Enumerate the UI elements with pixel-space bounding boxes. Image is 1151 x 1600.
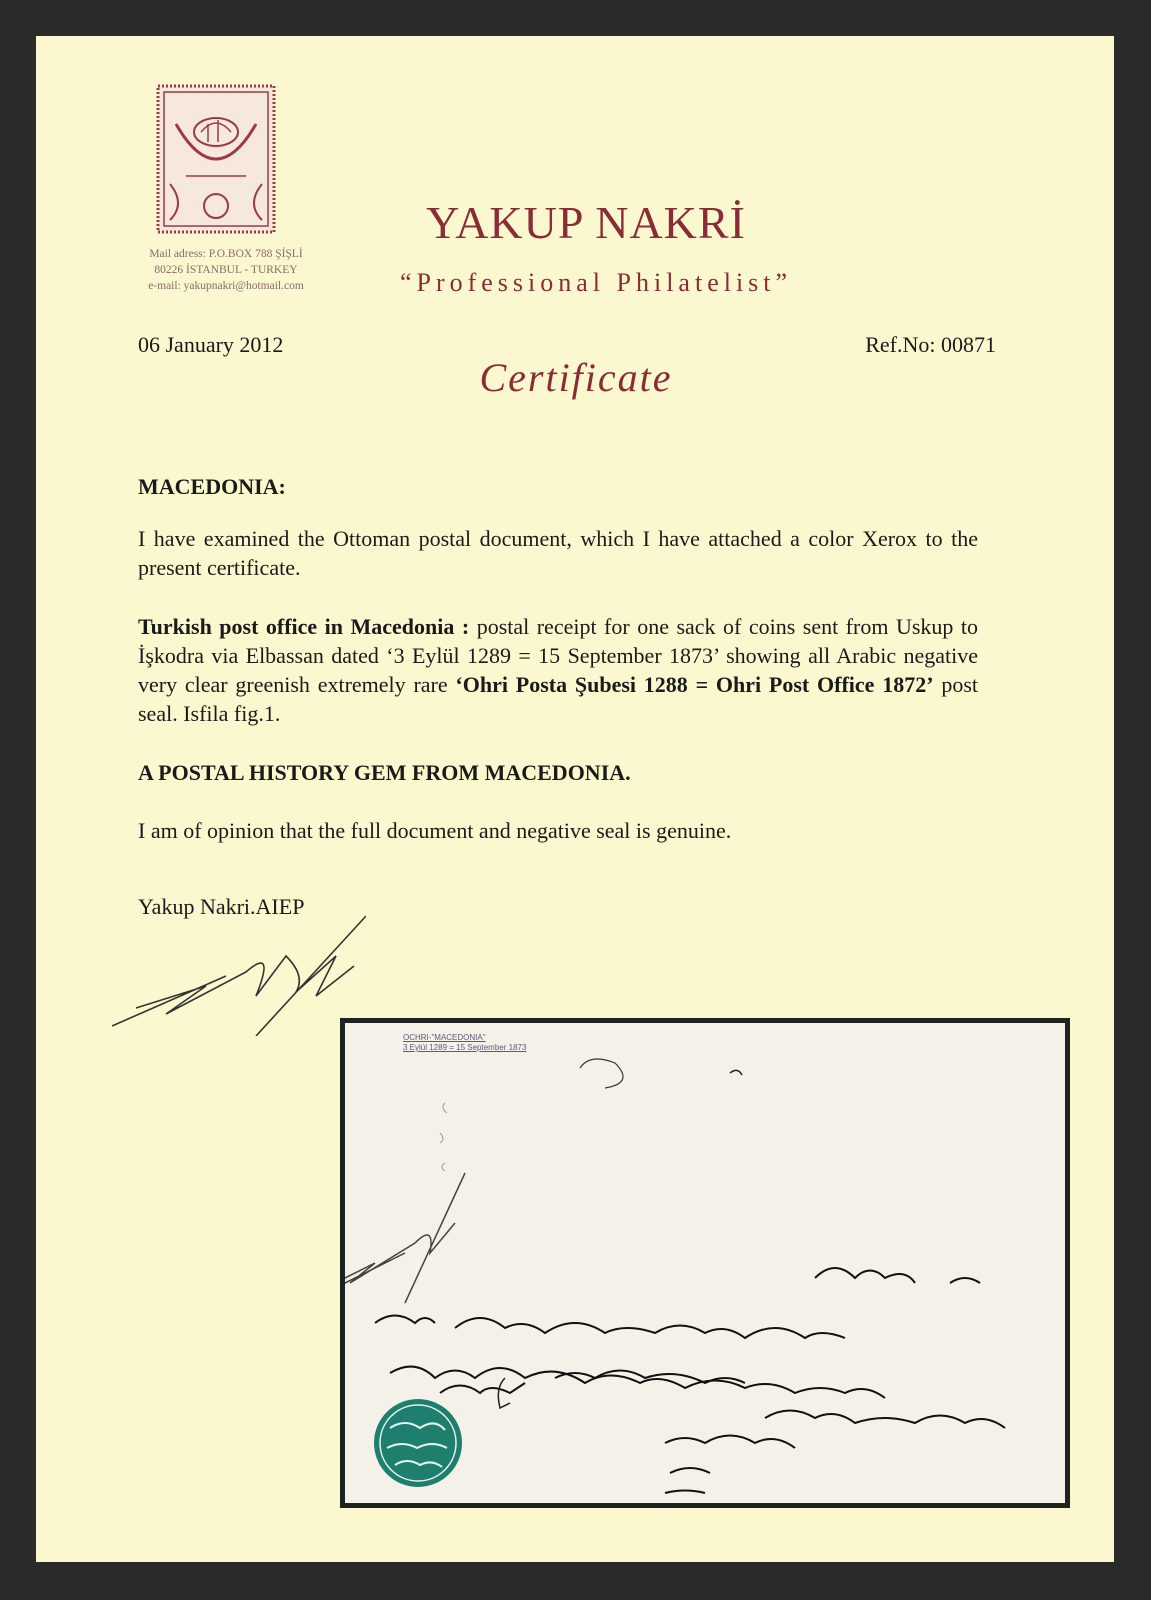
description-bold-1: Turkish post office in Macedonia : [138, 614, 470, 639]
reference-number: Ref.No: 00871 [865, 332, 996, 357]
description-text-2: post seal. Isfila fig.1. [138, 672, 978, 726]
opinion-paragraph: I am of opinion that the full document and negative seal is genuine. [138, 818, 732, 843]
mail-address [116, 246, 336, 294]
attached-document-image [340, 1018, 1070, 1508]
certificate-title: Certificate [479, 355, 673, 400]
signatory-name: Yakup Nakri.AIEP [138, 894, 305, 919]
document-handwriting [345, 1023, 1065, 1503]
section-heading: MACEDONIA: [138, 474, 286, 499]
certificate-paper [36, 36, 1114, 1562]
intro-paragraph: I have examined the Ottoman postal document, which I have attached a color Xerox to the present certificate. [138, 526, 978, 580]
letterhead-name: YAKUP NAKRİ [426, 197, 746, 248]
gem-heading: A POSTAL HISTORY GEM FROM MACEDONIA. [138, 760, 631, 785]
letterhead-tagline: “Professional Philatelist” [399, 268, 793, 297]
handwritten-signature [106, 896, 366, 1036]
address-line: Mail adress: P.O.BOX 788 ŞİŞLİ [149, 248, 303, 260]
description-text-1: postal receipt for one sack of coins sent from Uskup to İşkodra via Elbassan dated ‘3 Eylül 1289 = 15 September 1873’ showing all Arabic negative very clear greenish extremely rare [138, 614, 978, 697]
certificate-date: 06 January 2012 [138, 332, 284, 357]
document-note-line: 3 Eylül 1289 = 15 September 1873 [403, 1043, 527, 1052]
document-note-line: OCHRI-"MACEDONIA" [403, 1033, 486, 1042]
description-bold-2: ‘Ohri Posta Şubesi 1288 = Ohri Post Office 1872’ [455, 672, 934, 697]
ottoman-stamp-logo [156, 84, 276, 234]
address-line: e-mail: yakupnakri@hotmail.com [148, 280, 304, 292]
address-line: 80226 İSTANBUL - TURKEY [154, 264, 298, 276]
description-paragraph [138, 612, 978, 728]
